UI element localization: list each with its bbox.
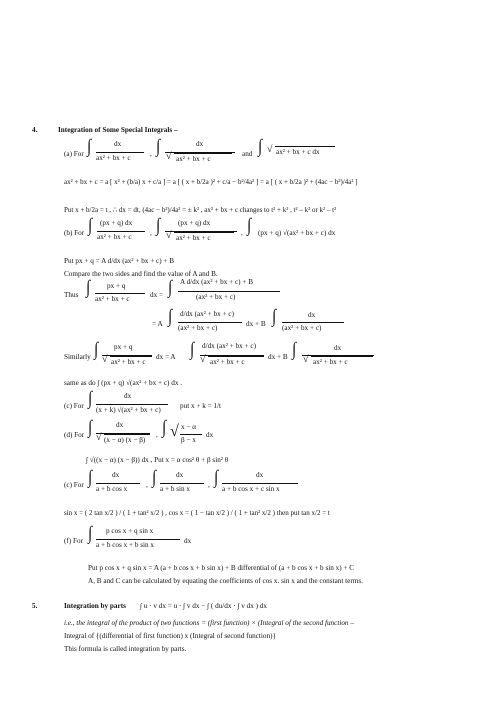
c2-label: (c) For <box>64 481 84 489</box>
comma: , <box>150 229 152 237</box>
b-f1-den: ax² + bx + c <box>97 233 132 241</box>
c-den: (x + k) √(ax² + bx + c) <box>96 406 161 414</box>
integral-sign: ∫ <box>272 306 277 327</box>
fraction-bar <box>96 404 168 405</box>
section-number: 4. <box>32 126 38 134</box>
s5-ie1: i.e., the integral of the product of two functions = (first function) × (Integral of the second function – <box>64 619 354 627</box>
b-eq2-num: d/dx (ax² + bx + c) <box>180 310 234 318</box>
a-line3: Put x + b/2a = t , ∴ dx = dt, (4ac − b²)/4a² = ± k² , ax² + bx + c changes to t² + k² , t² – k² or k² – t² <box>64 206 337 214</box>
b-f3: (px + q) √(ax² + bx + c) dx <box>258 229 336 237</box>
sqrt-sign: √ <box>200 354 206 365</box>
integral-sign: ∫ <box>247 215 252 236</box>
sqrt-sign: √ <box>166 230 172 241</box>
section5-number: 5. <box>32 602 38 610</box>
d-num: dx <box>116 421 124 429</box>
integral-sign: ∫ <box>87 136 92 157</box>
b-label: (b) For <box>64 229 85 237</box>
fraction-bar <box>96 152 144 153</box>
integral-sign: ∫ <box>190 339 195 360</box>
c2-f2-den: a + b sin x <box>160 485 191 493</box>
integral-sign: ∫ <box>94 339 99 360</box>
f-label: (f) For <box>64 537 83 545</box>
sqrt-sign: √ <box>170 423 179 440</box>
comma: , <box>208 481 210 489</box>
b-sim-mid2: dx + B <box>268 353 288 361</box>
dx-equals: dx = <box>150 291 164 299</box>
s5-ie3: This formula is called integration by parts. <box>64 645 187 653</box>
comma: , <box>241 229 243 237</box>
sqrt-bar <box>110 356 152 357</box>
section5-title: Integration by parts <box>64 602 126 610</box>
sqrt-sign: √ <box>96 432 102 443</box>
b-eq2-den2: (ax² + bx + c) <box>282 324 322 332</box>
b-sim-mid: dx = A <box>156 353 176 361</box>
d-label: (d) For <box>64 431 85 439</box>
comma: , <box>146 481 148 489</box>
c2-f2-num: dx <box>176 471 184 479</box>
b-thus: Thus <box>64 291 79 299</box>
f-line2: Put p cos x + q sin x = A (a + b cos x + b sin x) + B differential of (a + b cos x + b sin x) + C <box>88 564 355 572</box>
comma: , <box>156 431 158 439</box>
d-f2-num: x − α <box>181 423 197 431</box>
b-sim-den2: ax² + bx + c <box>210 358 245 366</box>
b-thus-num: px + q <box>107 282 126 290</box>
integral-sign: ∫ <box>156 136 161 157</box>
sqrt-bar <box>174 153 232 154</box>
section-title: Integration of Some Special Integrals – <box>58 126 178 134</box>
f-den: a + b cos x + b sin x <box>96 541 155 549</box>
b-eq2-den: (ax² + bx + c) <box>178 324 218 332</box>
c2-f1-den: a + b cos x <box>96 485 128 493</box>
a-f3: ax² + bx + c dx <box>276 148 320 156</box>
fraction-bar <box>180 434 202 435</box>
integral-sign: ∫ <box>258 136 263 157</box>
b-sim-den: ax² + bx + c <box>111 358 146 366</box>
b-f2-num: (px + q) dx <box>178 219 211 227</box>
a-f2-den: ax² + bx + c <box>176 155 211 163</box>
fraction-bar <box>96 539 180 540</box>
a-f1-num: dx <box>114 140 122 148</box>
comma: , <box>150 150 152 158</box>
sqrt-bar <box>104 434 150 435</box>
b-thus-den: ax² + bx + c <box>95 295 130 303</box>
sqrt-bar <box>174 232 234 233</box>
c2-sin: sin x = ( 2 tan x/2 ) / ( 1 + tan² x/2 ) , cos x = ( 1 − tan x/2 ) / ( 1 + tan² x/2 ) then put tan x/2 = t <box>64 509 330 517</box>
fraction-bar <box>96 483 140 484</box>
f-num: p cos x + q sin x <box>106 527 154 535</box>
b-sim-num: px + q <box>114 343 133 351</box>
a-label: (a) For <box>64 150 84 158</box>
b-sim-num3: dx <box>334 344 342 352</box>
c-label: (c) For <box>64 402 84 410</box>
fraction-bar <box>160 483 204 484</box>
a-f1-den: ax² + bx + c <box>96 154 131 162</box>
a-line2: ax² + bx + c = a [ x² + (b/a) x + c/a ] = a [ ( x + b/2a )² + c/a − b²/4a² ] = a [ ( x + b/2a )² + (4ac − b²)/4a² ] <box>64 178 358 186</box>
b-same: same as do ∫ (px + q) √(ax² + bx + c) dx . <box>64 379 183 387</box>
integral-sign: ∫ <box>168 277 173 298</box>
integral-sign: ∫ <box>88 215 93 236</box>
integral-sign: ∫ <box>156 215 161 236</box>
b-similarly: Similarly <box>64 353 91 361</box>
b-f2-den: ax² + bx + c <box>176 234 211 242</box>
fraction-bar <box>95 293 145 294</box>
s5-ie2: Integral of {(differential of first function) x (Integral of second function)} <box>64 632 276 640</box>
integral-sign: ∫ <box>88 467 93 488</box>
fraction-bar <box>97 231 145 232</box>
sqrt-sign: √ <box>303 354 309 365</box>
integral-sign: ∫ <box>88 388 93 409</box>
integral-sign: ∫ <box>86 277 91 298</box>
d-line2: ∫ √((x − α) (x − β)) dx , Put x = α cos² θ + β sin² θ <box>86 456 229 464</box>
sqrt-sign: √ <box>102 354 108 365</box>
and-text: and <box>242 150 253 158</box>
c-put: put x + k = 1/t <box>180 402 222 410</box>
fraction-bar <box>222 483 298 484</box>
fraction-bar <box>282 322 344 323</box>
sqrt-sign: √ <box>267 144 273 155</box>
b-rhs-den: (ax² + bx + c) <box>196 293 236 301</box>
integral-sign: ∫ <box>168 306 173 327</box>
d-dx: dx <box>206 431 214 439</box>
sqrt-sign: √ <box>166 151 172 162</box>
sqrt-bar <box>275 146 335 147</box>
f-line3: A, B and C can be calculated by equating the coefficients of cos x. sin x and the constant terms. <box>88 577 363 585</box>
d-den: (x − α) (x − β) <box>104 436 146 444</box>
fraction-bar <box>178 322 242 323</box>
c-num: dx <box>124 392 132 400</box>
b-eq2-num2: dx <box>308 311 316 319</box>
a-f2-num: dx <box>196 140 204 148</box>
integral-sign: ∫ <box>88 523 93 544</box>
sqrt-bar <box>311 356 373 357</box>
c2-f3-den: a + b cos x + c sin x <box>222 485 280 493</box>
b-f1-num: (px + q) dx <box>100 219 133 227</box>
b-sim-den3: ax² + bx + c <box>313 358 348 366</box>
integral-sign: ∫ <box>162 417 167 438</box>
sqrt-bar <box>208 356 264 357</box>
s5-formula: ∫ u · v dx = u · ∫ v dx − ∫ ( du/dx · ∫ v dx ) dx <box>140 602 267 610</box>
b-sim-num2: d/dx (ax² + bx + c) <box>202 342 256 350</box>
b-rhs-num: A d/dx (ax² + bx + c) + B <box>180 278 254 286</box>
integral-sign: ∫ <box>88 417 93 438</box>
fraction-bar <box>178 291 280 292</box>
f-dx: dx <box>184 537 192 545</box>
b-eq2-prefix: = A <box>152 320 163 328</box>
integral-sign: ∫ <box>214 467 219 488</box>
c2-f1-num: dx <box>112 471 120 479</box>
integral-sign: ∫ <box>152 467 157 488</box>
b-eq2-mid: dx + B <box>246 320 266 328</box>
c2-f3-num: dx <box>256 471 264 479</box>
b-compare: Compare the two sides and find the value of A and B. <box>64 270 218 278</box>
integral-sign: ∫ <box>292 339 297 360</box>
b-put: Put px + q = A d/dx (ax² + bx + c) + B <box>64 257 175 265</box>
d-f2-den: β − x <box>181 436 196 444</box>
